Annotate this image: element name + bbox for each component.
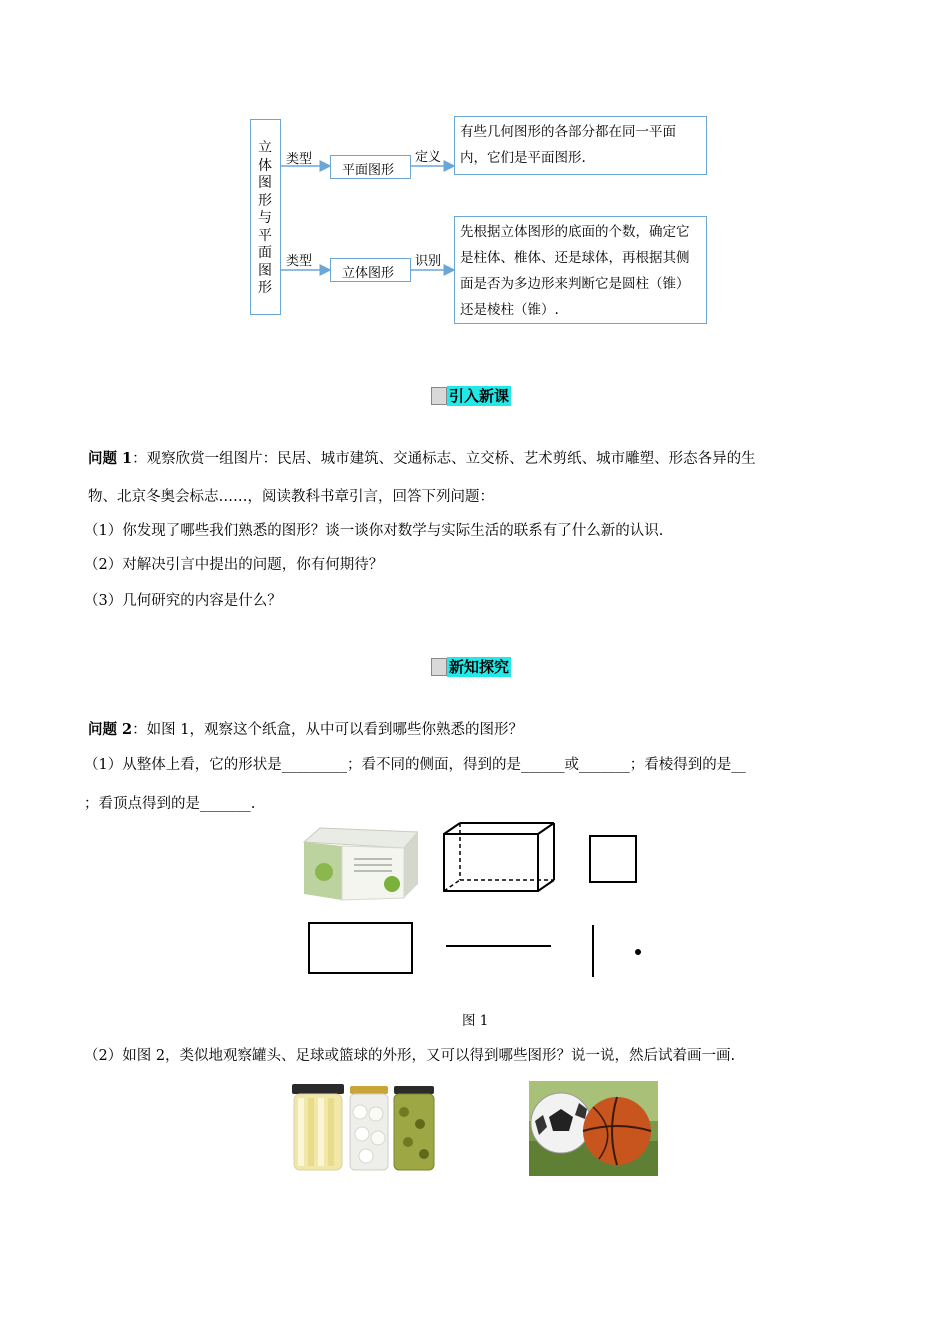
node-plane-figure [330, 155, 411, 179]
relation-label-definition: 定义 [415, 150, 442, 165]
section-heading-explore [431, 657, 511, 677]
question-label: 问题 2 [88, 721, 133, 738]
section-title: 新知探究 [449, 658, 510, 676]
cuboid-wireframe [440, 820, 562, 894]
node-solid-figure-label: 立体图形 [342, 266, 395, 281]
edge-label-type-2: 类型 [286, 254, 313, 269]
node-plane-figure-label: 平面图形 [342, 163, 395, 178]
question-1-item-3: （3）几何研究的内容是什么？ [84, 593, 282, 609]
section-marker [431, 658, 447, 676]
jars-photo [290, 1082, 438, 1172]
balls-photo [529, 1081, 658, 1176]
question-2-line [88, 718, 523, 739]
horizontal-segment [446, 945, 551, 947]
question-label: 问题 1 [88, 450, 133, 467]
diagram-root-node [250, 119, 281, 315]
question-1-line-2: 物、北京冬奥会标志……，阅读教科书章引言，回答下列问题： [88, 489, 494, 505]
figure-1-caption: 图 1 [462, 1013, 489, 1029]
question-2-item-1-line-2: ；看顶点得到的是_______. [84, 796, 256, 812]
edge-label-type-1: 类型 [286, 152, 313, 167]
question-2-item-1-line-1: （1）从整体上看，它的形状是_________；看不同的侧面，得到的是______或_______；看棱得到的是__ [84, 757, 746, 773]
paper-box-photo [302, 826, 418, 902]
question-1-item-1: （1）你发现了哪些我们熟悉的图形？谈一谈你对数学与实际生活的联系有了什么新的认识. [84, 523, 664, 539]
question-2-item-2: （2）如图 2，类似地观察罐头、足球或篮球的外形，又可以得到哪些图形？说一说，然后试着画一画. [84, 1048, 736, 1064]
section-heading-intro [431, 386, 511, 406]
point-dot [635, 949, 641, 955]
section-marker [431, 387, 447, 405]
question-text: ：观察欣赏一组图片：民居、城市建筑、交通标志、立交桥、艺术剪纸、城市雕塑、形态各异的生 [132, 451, 756, 467]
definition-box: 有些几何图形的各部分都在同一平面内，它们是平面图形. [454, 116, 707, 175]
identify-box: 先根据立体图形的底面的个数，确定它是柱体、椎体、还是球体，再根据其侧面是否为多边形来判断它是圆柱（锥）还是棱柱（锥）. [454, 216, 707, 324]
node-solid-figure [330, 258, 411, 282]
question-1-item-2: （2）对解决引言中提出的问题，你有何期待？ [84, 557, 384, 573]
vertical-segment [592, 925, 594, 977]
diagram-root-label: 立 体 图 形 与 平 面 图 形 [258, 140, 272, 296]
question-1-line-1 [88, 447, 756, 468]
rectangle-shape [308, 922, 413, 974]
square-shape [589, 835, 637, 883]
question-text: ：如图 1，观察这个纸盒，从中可以看到哪些你熟悉的图形？ [132, 722, 523, 738]
section-title: 引入新课 [449, 387, 510, 405]
relation-label-identify: 识别 [415, 254, 442, 269]
